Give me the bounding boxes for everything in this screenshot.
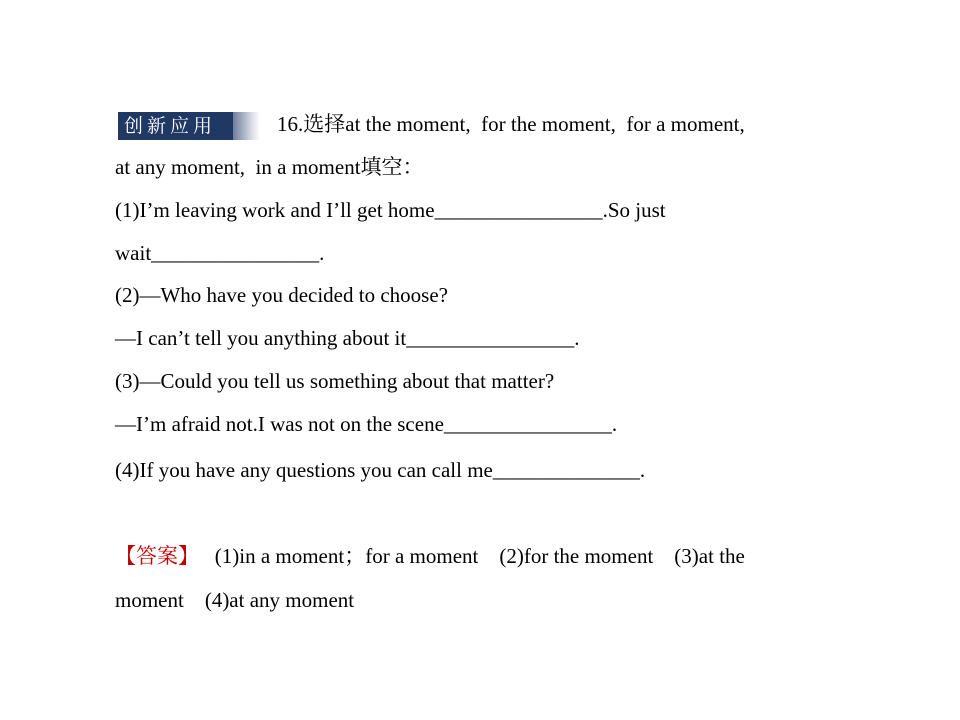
answer-line-1 — [115, 543, 745, 569]
answer-line-2: moment (4)at any moment — [115, 588, 355, 612]
question-line-1: 16.选择at the moment, for the moment, for a moment, — [277, 112, 745, 136]
question-line-5: (2)—Who have you decided to choose? — [115, 283, 448, 307]
question-line-4: wait________________. — [115, 241, 325, 265]
badge-fade-tail — [233, 112, 260, 140]
question-line-2: at any moment, in a moment填空： — [115, 155, 424, 179]
question-line-9: (4)If you have any questions you can call me______________. — [115, 458, 646, 482]
section-badge — [118, 112, 260, 140]
question-line-7: (3)—Could you tell us something about that matter? — [115, 369, 555, 393]
answer-label: 【答案】 — [115, 544, 199, 568]
question-line-8: —I’m afraid not.I was not on the scene________________. — [115, 412, 618, 436]
question-line-3: (1)I’m leaving work and I’ll get home________________.So just — [115, 198, 666, 222]
question-line-6: —I can’t tell you anything about it________________. — [115, 326, 580, 350]
badge-label: 创新应用 — [124, 115, 217, 137]
answer-text-1: (1)in a moment；for a moment (2)for the moment (3)at the — [199, 544, 745, 568]
